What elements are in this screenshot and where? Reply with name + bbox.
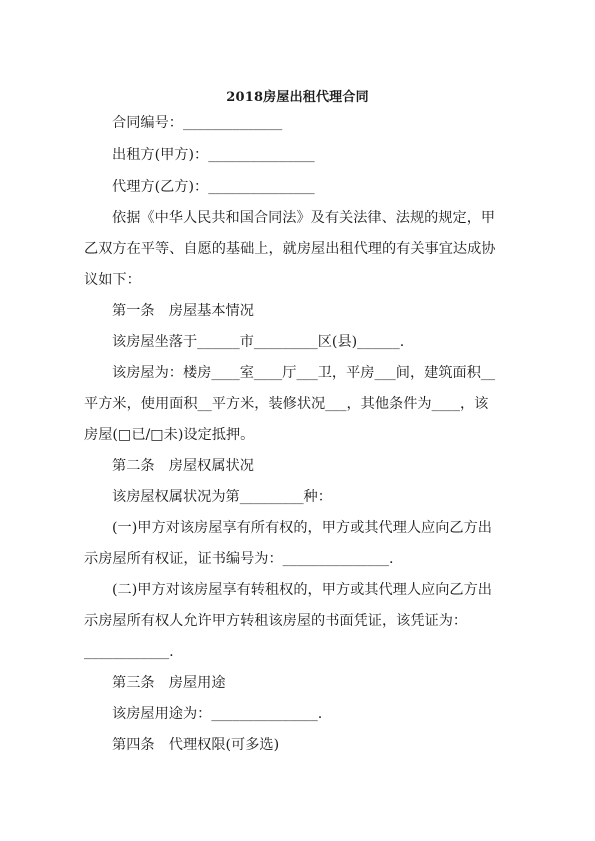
paragraph-line: 该房屋权属状况为第_________种：	[112, 489, 332, 505]
article-heading: 第二条 房屋权属状况	[112, 458, 254, 474]
paragraph-line: 依据《中华人民共和国合同法》及有关法律、法规的规定，甲	[112, 210, 496, 226]
paragraph-line: 议如下：	[84, 272, 141, 288]
paragraph-line: 示房屋所有权证，证书编号为：_______________.	[84, 551, 394, 567]
contract-number-line: 合同编号：______________	[112, 115, 283, 131]
paragraph-line: (二)甲方对该房屋享有转租权的，甲方或其代理人应向乙方出	[112, 582, 492, 598]
paragraph-line: 该房屋用途为：_______________.	[112, 706, 323, 722]
article-heading: 第三条 房屋用途	[112, 675, 226, 691]
paragraph-line: 平方米，使用面积__平方米，装修状况___，其他条件为____，该	[84, 396, 489, 412]
paragraph-line: (一)甲方对该房屋享有所有权的，甲方或其代理人应向乙方出	[112, 520, 492, 536]
document-title: 2018房屋出租代理合同	[226, 90, 369, 105]
article-heading: 第四条 代理权限(可多选)	[112, 737, 280, 753]
lessor-line: 出租方(甲方)：_______________	[112, 147, 315, 163]
paragraph-line: 该房屋坐落于______市_________区(县)______.	[112, 334, 405, 350]
paragraph-line: 乙双方在平等、自愿的基础上，就房屋出租代理的有关事宜达成协	[84, 241, 496, 257]
paragraph-line: 示房屋所有权人允许甲方转租该房屋的书面凭证，该凭证为：	[84, 613, 468, 629]
paragraph-line: 该房屋为：楼房____室____厅___卫，平房___间，建筑面积__	[112, 365, 496, 381]
paragraph-line: ____________.	[84, 644, 174, 660]
paragraph-line: 房屋(□已/□未)设定抵押。	[84, 427, 255, 443]
article-heading: 第一条 房屋基本情况	[112, 303, 254, 319]
agent-line: 代理方(乙方)：_______________	[112, 179, 315, 195]
